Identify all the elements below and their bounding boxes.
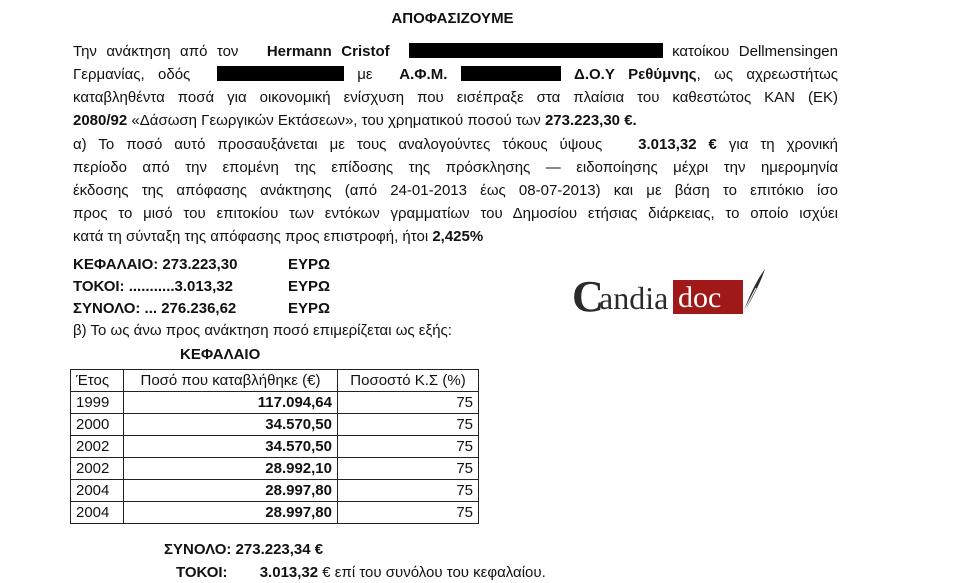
text-span: για τη χρονική xyxy=(728,136,838,153)
text-span: με xyxy=(357,66,373,83)
amount-summary xyxy=(73,254,331,320)
cell-year: 1999 xyxy=(71,392,124,414)
capital-total: ΣΥΝΟΛΟ: 273.223,34 € xyxy=(164,541,324,558)
cell-amount: 34.570,50 xyxy=(124,436,338,458)
text-span: κατοίκου Dellmensingen xyxy=(672,43,838,60)
candiadoc-logo xyxy=(572,265,767,327)
table-row xyxy=(71,436,479,458)
interest-total-note: € επί του συνόλου του κεφαλαίου. xyxy=(318,564,546,581)
redacted-street xyxy=(217,66,344,81)
recovery-line-1 xyxy=(73,40,838,63)
text-span: Την ανάκτηση από τον xyxy=(73,43,239,60)
interest-total xyxy=(176,564,546,581)
cell-year: 2000 xyxy=(71,414,124,436)
table-row xyxy=(71,480,479,502)
person-name: Hermann Cristof xyxy=(266,43,390,60)
table-header-row xyxy=(71,370,479,392)
regulation-number: 2080/92 xyxy=(73,112,128,129)
quill-icon xyxy=(744,269,765,310)
cell-amount: 34.570,50 xyxy=(124,414,338,436)
interest-line-1 xyxy=(73,133,838,156)
tax-office: Δ.Ο.Υ Ρεθύμνης xyxy=(574,66,697,83)
interest-amount: 3.013,32 € xyxy=(638,136,717,153)
cell-year: 2002 xyxy=(71,458,124,480)
interest-line-2: περίοδο από την επομένη της επίδοσης της πρόσκλησης — ειδοποίησης μέχρι την ημερομηνία xyxy=(73,159,838,176)
table-row xyxy=(71,392,479,414)
cell-percentage: 75 xyxy=(338,502,479,524)
summary-total xyxy=(73,298,331,320)
redacted-surname xyxy=(409,43,663,58)
text-span: , ως αχρεωστήτως xyxy=(696,66,838,83)
logo-letter-c: C xyxy=(572,272,604,321)
cell-percentage: 75 xyxy=(338,392,479,414)
recovery-line-3: καταβληθέντα ποσά για οικονομική ενίσχυση που εισέπραξε στα πλαίσια του καθεστώτος ΚΑΝ (ΕΚ) xyxy=(73,89,838,106)
cell-percentage: 75 xyxy=(338,480,479,502)
capital-breakdown-table xyxy=(70,369,479,524)
interest-line-3: έκδοσης της απόφασης ανάκτησης (από 24-01-2013 έως 08-07-2013) και με βάση το επιτόκιο ίσο xyxy=(73,182,838,199)
capital-heading: ΚΕΦΑΛΑΙΟ xyxy=(180,346,261,363)
text-span: α) Το ποσό αυτό προσαυξάνεται με τους αναλογούντες τόκους ύψους xyxy=(73,136,603,153)
table-row xyxy=(71,458,479,480)
cell-amount: 28.997,80 xyxy=(124,480,338,502)
interest-rate: 2,425% xyxy=(432,228,484,245)
cell-amount: 28.997,80 xyxy=(124,502,338,524)
cell-amount: 28.992,10 xyxy=(124,458,338,480)
redacted-tax-id xyxy=(461,66,561,81)
recovery-line-2 xyxy=(73,63,838,86)
text-span: «Δάσωση Γεωργικών Εκτάσεων», του χρηματικού ποσού των xyxy=(131,112,541,129)
text-span: κατά τη σύνταξη της απόφασης προς επιστροφή, ήτοι xyxy=(73,228,429,245)
recovery-amount: 273.223,30 €. xyxy=(544,112,637,129)
interest-line-5 xyxy=(73,225,838,248)
summary-text: ΣΥΝΟΛΟ: ... 276.236,62 xyxy=(73,300,237,317)
decision-heading: ΑΠΟΦΑΣΙΖΟΥΜΕ xyxy=(391,10,514,27)
recovery-line-4 xyxy=(73,109,838,132)
summary-currency: ΕΥΡΩ xyxy=(288,256,331,273)
summary-currency: ΕΥΡΩ xyxy=(288,300,331,317)
header-percentage: Ποσοστό Κ.Σ (%) xyxy=(338,370,479,392)
interest-paragraph xyxy=(73,133,838,248)
cell-year: 2004 xyxy=(71,480,124,502)
summary-capital xyxy=(73,254,331,276)
text-span: Γερμανίας, οδός xyxy=(73,66,191,83)
cell-percentage: 75 xyxy=(338,436,479,458)
summary-text: ΤΟΚΟΙ: ...........3.013,32 xyxy=(73,278,233,295)
interest-line-4: προς το μισό του επιτοκίου των εντόκων γραμματίων του Δημοσίου ετήσιας διάρκειας, το οποίο ισχύει xyxy=(73,205,838,222)
interest-total-amount: 3.013,32 xyxy=(259,564,319,581)
header-amount: Ποσό που καταβλήθηκε (€) xyxy=(124,370,338,392)
cell-percentage: 75 xyxy=(338,414,479,436)
cell-percentage: 75 xyxy=(338,458,479,480)
summary-interest xyxy=(73,276,331,298)
recovery-paragraph xyxy=(73,40,838,132)
header-year: Έτος xyxy=(71,370,124,392)
cell-year: 2004 xyxy=(71,502,124,524)
interest-total-label: ΤΟΚΟΙ: xyxy=(176,564,228,581)
summary-text: ΚΕΦΑΛΑΙΟ: 273.223,30 xyxy=(73,256,238,273)
logo-text-part2: doc xyxy=(678,281,722,314)
tax-id-label: Α.Φ.Μ. xyxy=(399,66,448,83)
summary-currency: ΕΥΡΩ xyxy=(288,278,331,295)
cell-year: 2002 xyxy=(71,436,124,458)
table-row xyxy=(71,414,479,436)
breakdown-intro: β) Το ως άνω προς ανάκτηση ποσό επιμερίζεται ως εξής: xyxy=(73,322,452,339)
table-row xyxy=(71,502,479,524)
cell-amount: 117.094,64 xyxy=(124,392,338,414)
logo-text-part1: andia xyxy=(599,280,669,316)
quill-shaft-icon xyxy=(744,288,756,311)
